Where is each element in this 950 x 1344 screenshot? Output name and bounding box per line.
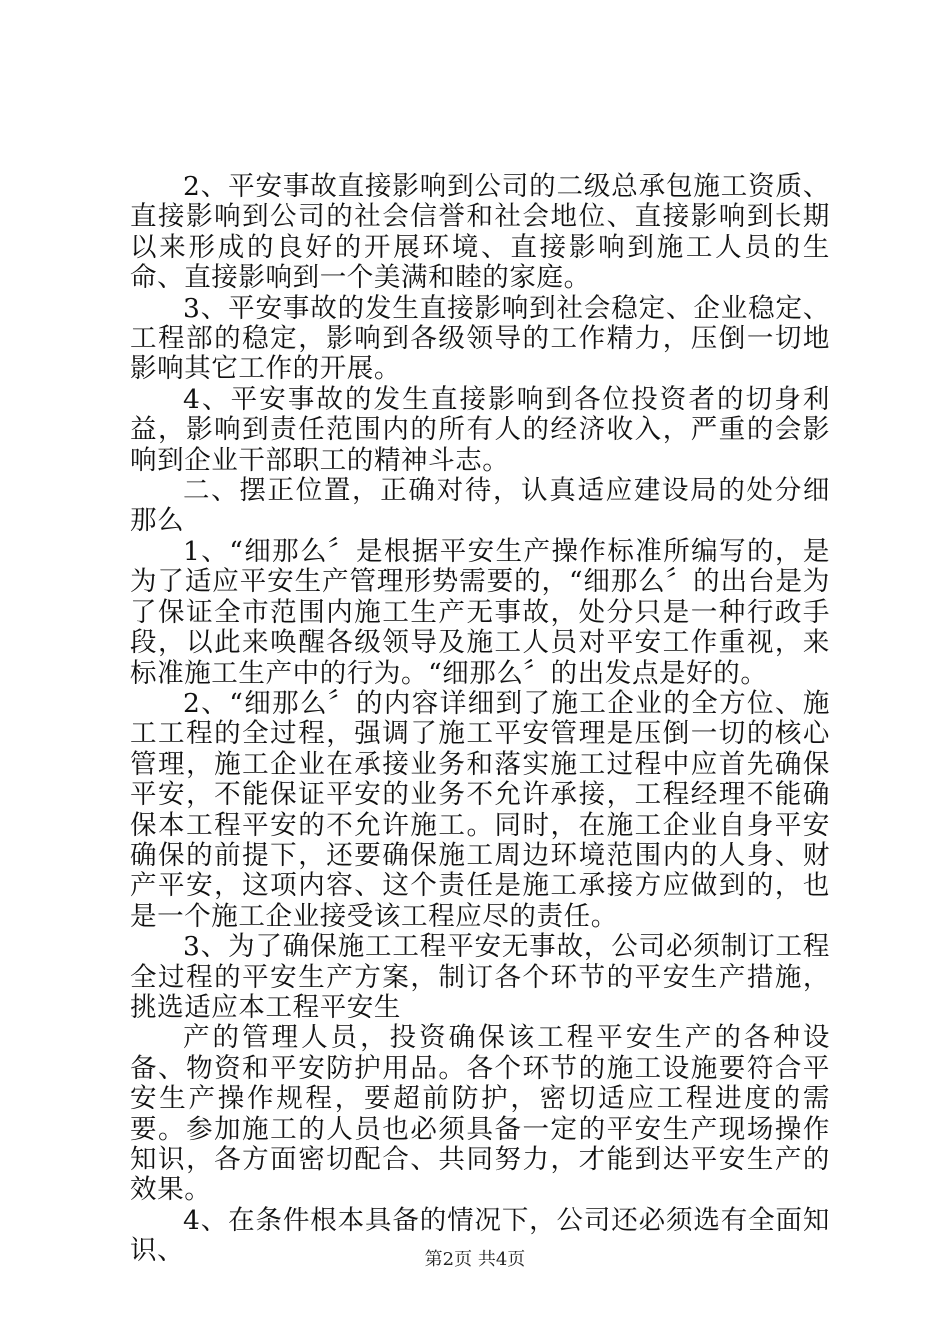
paragraph: 产的管理人员，投资确保该工程平安生产的各种设备、物资和平安防护用品。各个环节的施工设施要符合平安生产操作规程，要超前防护，密切适应工程进度的需要。参加施工的人员也必须具备一定的平安生产现场操作知识，各方面密切配合、共同努力，才能到达平安生产的效果。 xyxy=(130,1022,830,1206)
paragraph: 4、在条件根本具备的情况下，公司还必须选有全面知识、 xyxy=(130,1204,830,1267)
paragraph: 2、平安事故直接影响到公司的二级总承包施工资质、直接影响到公司的社会信誉和社会地位、直接影响到长期以来形成的良好的开展环境、直接影响到施工人员的生命、直接影响到一个美满和睦的家庭。 xyxy=(130,171,830,294)
document-body xyxy=(130,172,830,1267)
paragraph: 2、“细那么〞的内容详细到了施工企业的全方位、施工工程的全过程，强调了施工平安管理是压倒一切的核心管理，施工企业在承接业务和落实施工过程中应首先确保平安，不能保证平安的业务不允许承接，工程经理不能确保本工程平安的不允许施工。同时，在施工企业自身平安确保的前提下，还要确保施工周边环境范围内的人身、财产平安，这项内容、这个责任是施工承接方应做到的，也是一个施工企业接受该工程应尽的责任。 xyxy=(130,687,830,932)
paragraph: 3、平安事故的发生直接影响到社会稳定、企业稳定、工程部的稳定，影响到各级领导的工作精力，压倒一切地影响其它工作的开展。 xyxy=(130,292,830,385)
paragraph: 4、平安事故的发生直接影响到各位投资者的切身利益，影响到责任范围内的所有人的经济收入，严重的会影响到企业干部职工的精神斗志。 xyxy=(130,383,830,476)
paragraph: 1、“细那么〞是根据平安生产操作标准所编写的，是为了适应平安生产管理形势需要的，“细那么〞的出台是为了保证全市范围内施工生产无事故，处分只是一种行政手段，以此来唤醒各级领导及施工人员对平安工作重视，来标准施工生产中的行为。“细那么〞的出发点是好的。 xyxy=(130,535,830,689)
paragraph: 3、为了确保施工工程平安无事故，公司必须制订工程全过程的平安生产方案，制订各个环节的平安生产措施，挑选适应本工程平安生 xyxy=(130,931,830,1023)
section-heading: 二、摆正位置，正确对待，认真适应建设局的处分细那么 xyxy=(130,475,830,537)
page-number: 第2页 共4页 xyxy=(424,1249,526,1270)
